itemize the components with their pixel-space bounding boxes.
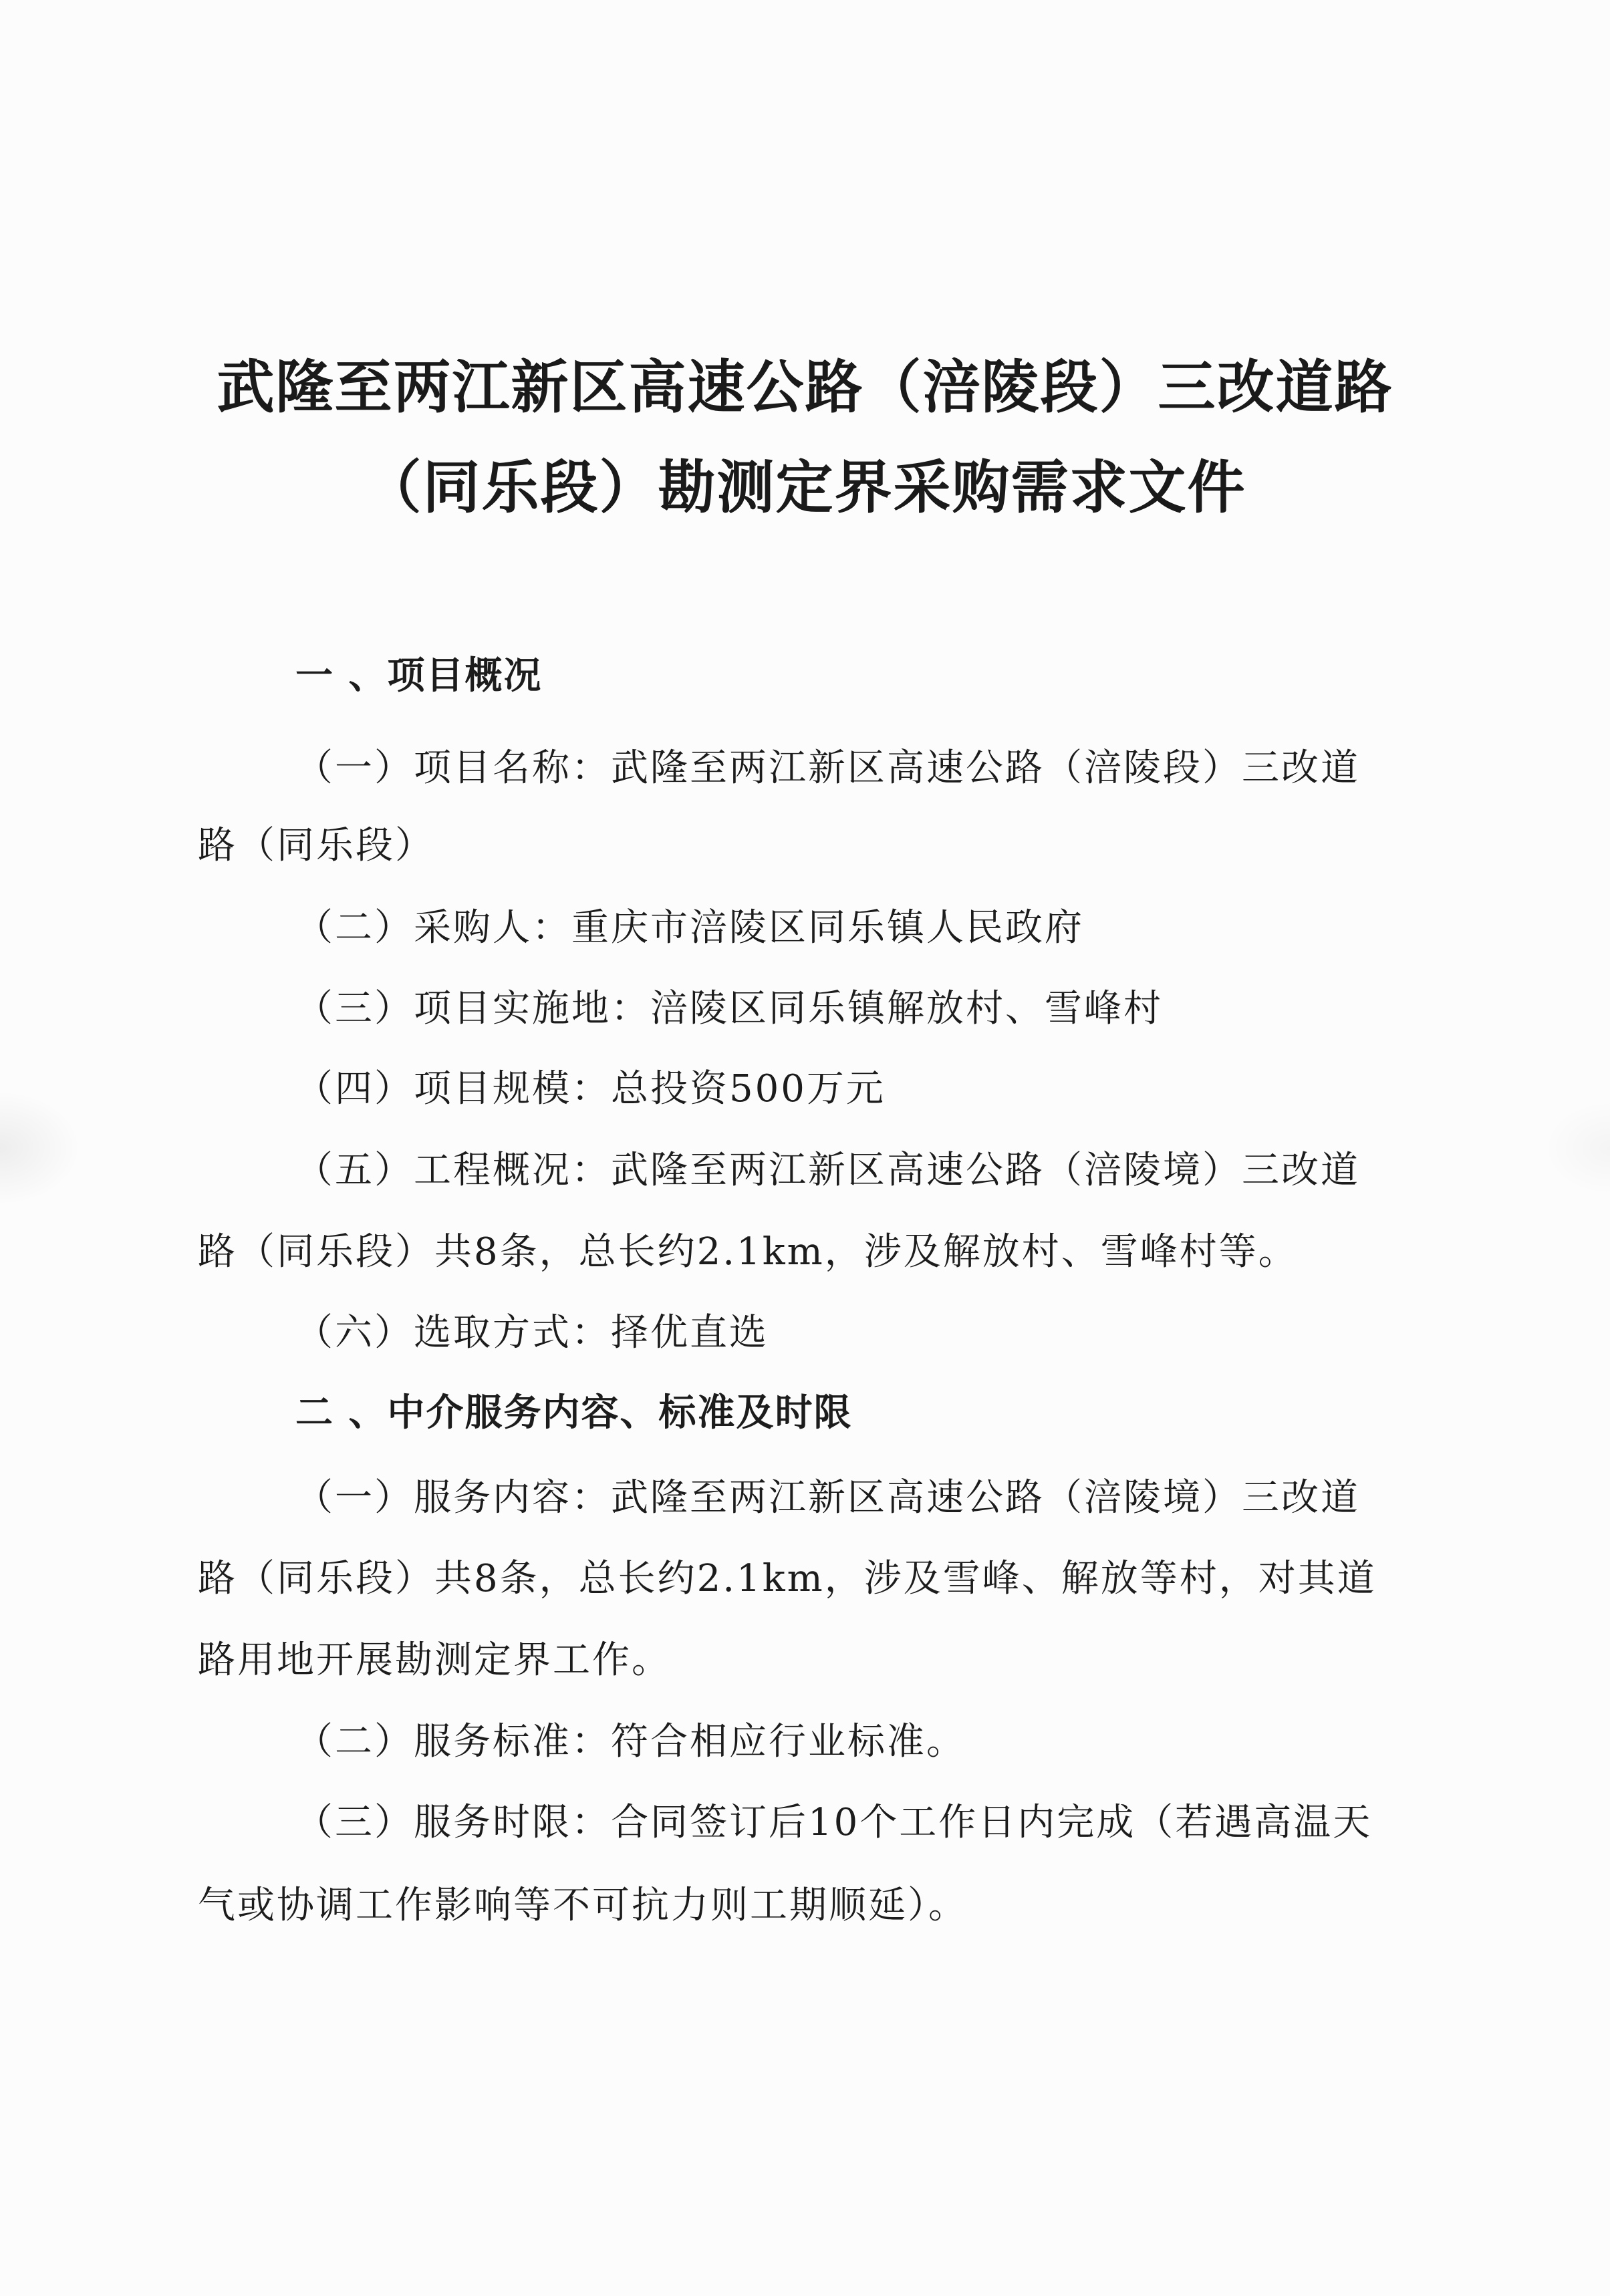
paragraph-project-name: （一）项目名称：武隆至两江新区高速公路（涪陵段）三改道 [295,746,1360,790]
paragraph-service-standard: （二）服务标准：符合相应行业标准。 [295,1720,966,1763]
section-2-heading: 二 、中介服务内容、标准及时限 [295,1391,853,1435]
paragraph-service-time-limit-cont: 气或协调工作影响等不可抗力则工期顺延）。 [198,1884,968,1927]
paragraph-selection-method: （六）选取方式：择优直选 [295,1311,769,1354]
section-1-heading: 一 、项目概况 [295,654,543,698]
paragraph-scale: （四）项目规模：总投资500万元 [295,1067,886,1111]
document-title-line-2: （同乐段）勘测定界采购需求文件 [364,454,1246,521]
document-title-line-1: 武隆至两江新区高速公路（涪陵段）三改道路 [217,354,1393,421]
paragraph-service-content: （一）服务内容：武隆至两江新区高速公路（涪陵境）三改道 [295,1476,1360,1520]
paragraph-overview: （五）工程概况：武隆至两江新区高速公路（涪陵境）三改道 [295,1149,1360,1192]
paragraph-purchaser: （二）采购人：重庆市涪陵区同乐镇人民政府 [295,906,1084,950]
paragraph-location: （三）项目实施地：涪陵区同乐镇解放村、雪峰村 [295,987,1163,1030]
paragraph-service-time-limit: （三）服务时限：合同签订后10个工作日内完成（若遇高温天 [295,1801,1373,1844]
paragraph-project-name-cont: 路（同乐段） [198,824,434,867]
paragraph-overview-cont: 路（同乐段）共8条，总长约2.1km，涉及解放村、雪峰村等。 [198,1230,1298,1274]
paragraph-service-content-cont-2: 路用地开展勘测定界工作。 [198,1638,671,1682]
paragraph-service-content-cont-1: 路（同乐段）共8条，总长约2.1km，涉及雪峰、解放等村，对其道 [198,1557,1377,1600]
